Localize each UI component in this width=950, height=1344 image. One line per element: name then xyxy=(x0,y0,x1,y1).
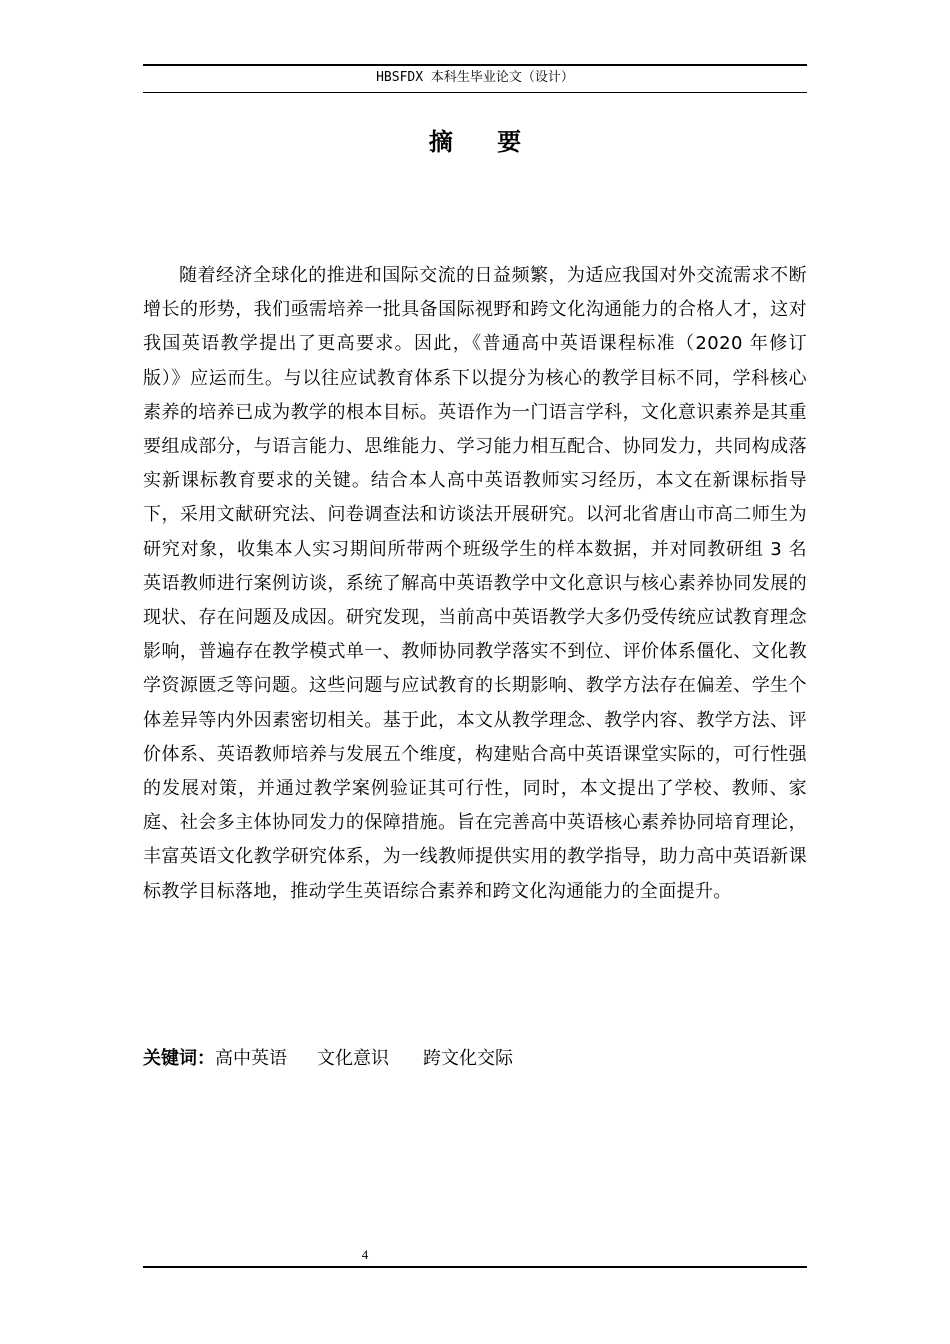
abstract-paragraph: 随着经济全球化的推进和国际交流的日益频繁，为适应我国对外交流需求不断增长的形势，我们亟需培养一批具备国际视野和跨文化沟通能力的合格人才，这对我国英语教学提出了更高要求。因此，《普通高中英语课程标准（2020 年修订版）》应运而生。与以往应试教育体系下以提分为核心的教学目标不同，学科核心素养的培养已成为教学的根本目标。英语作为一门语言学科，文化意识素养是其重要组成部分，与语言能力、思维能力、学习能力相互配合、协同发力，共同构成落实新课标教育要求的关键。结合本人高中英语教师实习经历，本文在新课标指导下，采用文献研究法、问卷调查法和访谈法开展研究。以河北省唐山市高二师生为研究对象，收集本人实习期间所带两个班级学生的样本数据，并对同教研组 3 名英语教师进行案例访谈，系统了解高中英语教学中文化意识与核心素养协同发展的现状、存在问题及成因。研究发现，当前高中英语教学大多仍受传统应试教育理念影响，普遍存在教学模式单一、教师协同教学落实不到位、评价体系僵化、文化教学资源匮乏等问题。这些问题与应试教育的长期影响、教学方法存在偏差、学生个体差异等内外因素密切相关。基于此，本文从教学理念、教学内容、教学方法、评价体系、英语教师培养与发展五个维度，构建贴合高中英语课堂实际的，可行性强的发展对策，并通过教学案例验证其可行性，同时，本文提出了学校、教师、家庭、社会多主体协同发力的保障措施。旨在完善高中英语核心素养协同培育理论，丰富英语文化教学研究体系，为一线教师提供实用的教学指导，助力高中英语新课标教学目标落地，推动学生英语综合素养和跨文化沟通能力的全面提升。 xyxy=(143,265,807,902)
header-rule-bottom xyxy=(143,92,807,93)
keyword-item: 高中英语 xyxy=(215,1048,287,1069)
keyword-item: 文化意识 xyxy=(317,1048,389,1069)
header-rule-top xyxy=(143,64,807,66)
page-number: 4 xyxy=(361,1247,369,1262)
page-title: 摘 要 xyxy=(428,128,540,156)
running-header: HBSFDX 本科生毕业论文（设计） xyxy=(376,70,574,85)
keywords-line xyxy=(143,1042,807,1076)
keywords-label: 关键词： xyxy=(143,1048,215,1069)
keyword-item: 跨文化交际 xyxy=(423,1048,513,1069)
keyword-list xyxy=(215,1048,543,1069)
footer-rule xyxy=(143,1266,807,1268)
